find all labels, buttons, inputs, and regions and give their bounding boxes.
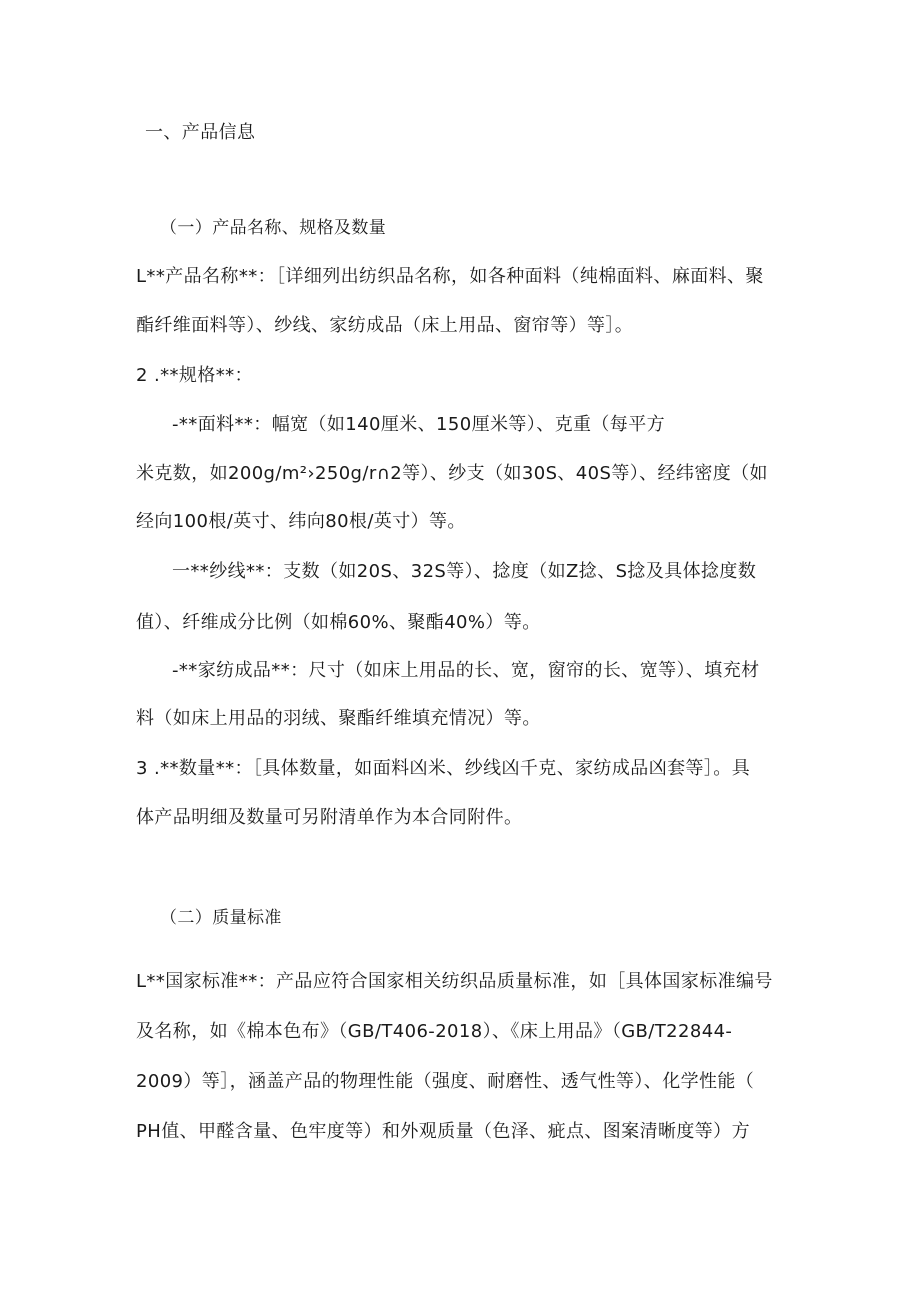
paragraph-line: 3 .**数量**：［具体数量，如面料凶米、纱线凶千克、家纺成品凶套等］。具 [136, 758, 751, 779]
section-heading: 一、产品信息 [145, 122, 256, 143]
paragraph-line: 经向100根/英寸、纬向80根/英寸）等。 [136, 511, 466, 532]
paragraph-line: 一**纱线**：支数（如20S、32S等）、捻度（如Z捻、S捻及具体捻度数 [172, 561, 757, 582]
paragraph-line: 体产品明细及数量可另附清单作为本合同附件。 [136, 807, 523, 828]
paragraph-line: 值）、纤维成分比例（如棉60%、聚酯40%）等。 [136, 612, 541, 633]
subsection-title: （一）产品名称、规格及数量 [160, 218, 387, 238]
subsection-title: （二）质量标准 [160, 908, 282, 928]
paragraph-line: 酯纤维面料等）、纱线、家纺成品（床上用品、窗帘等）等］。 [136, 315, 634, 336]
paragraph-line: L**产品名称**：［详细列出纺织品名称，如各种面料（纯棉面料、麻面料、聚 [136, 266, 764, 287]
paragraph-line: L**国家标准**：产品应符合国家相关纺织品质量标准，如［具体国家标准编号 [136, 971, 773, 992]
paragraph-line: -**面料**：幅宽（如140厘米、150厘米等）、克重（每平方 [172, 414, 666, 435]
paragraph-line: 及名称，如《棉本色布》（GB/T406-2018）、《床上用品》（GB/T22844- [136, 1021, 733, 1042]
paragraph-line: 2 .**规格**： [136, 365, 253, 386]
paragraph-line: PH值、甲醛含量、色牢度等）和外观质量（色泽、疵点、图案清晰度等）方 [136, 1121, 750, 1142]
paragraph-line: -**家纺成品**：尺寸（如床上用品的长、宽，窗帘的长、宽等）、填充材 [172, 660, 760, 681]
paragraph-line: 料（如床上用品的羽绒、聚酯纤维填充情况）等。 [136, 708, 541, 729]
paragraph-line: 2009）等］，涵盖产品的物理性能（强度、耐磨性、透气性等）、化学性能（ [136, 1071, 755, 1092]
paragraph-line: 米克数，如200g∕m²›250g∕r∩2等）、纱支（如30S、40S等）、经纬密度（如 [136, 463, 768, 484]
